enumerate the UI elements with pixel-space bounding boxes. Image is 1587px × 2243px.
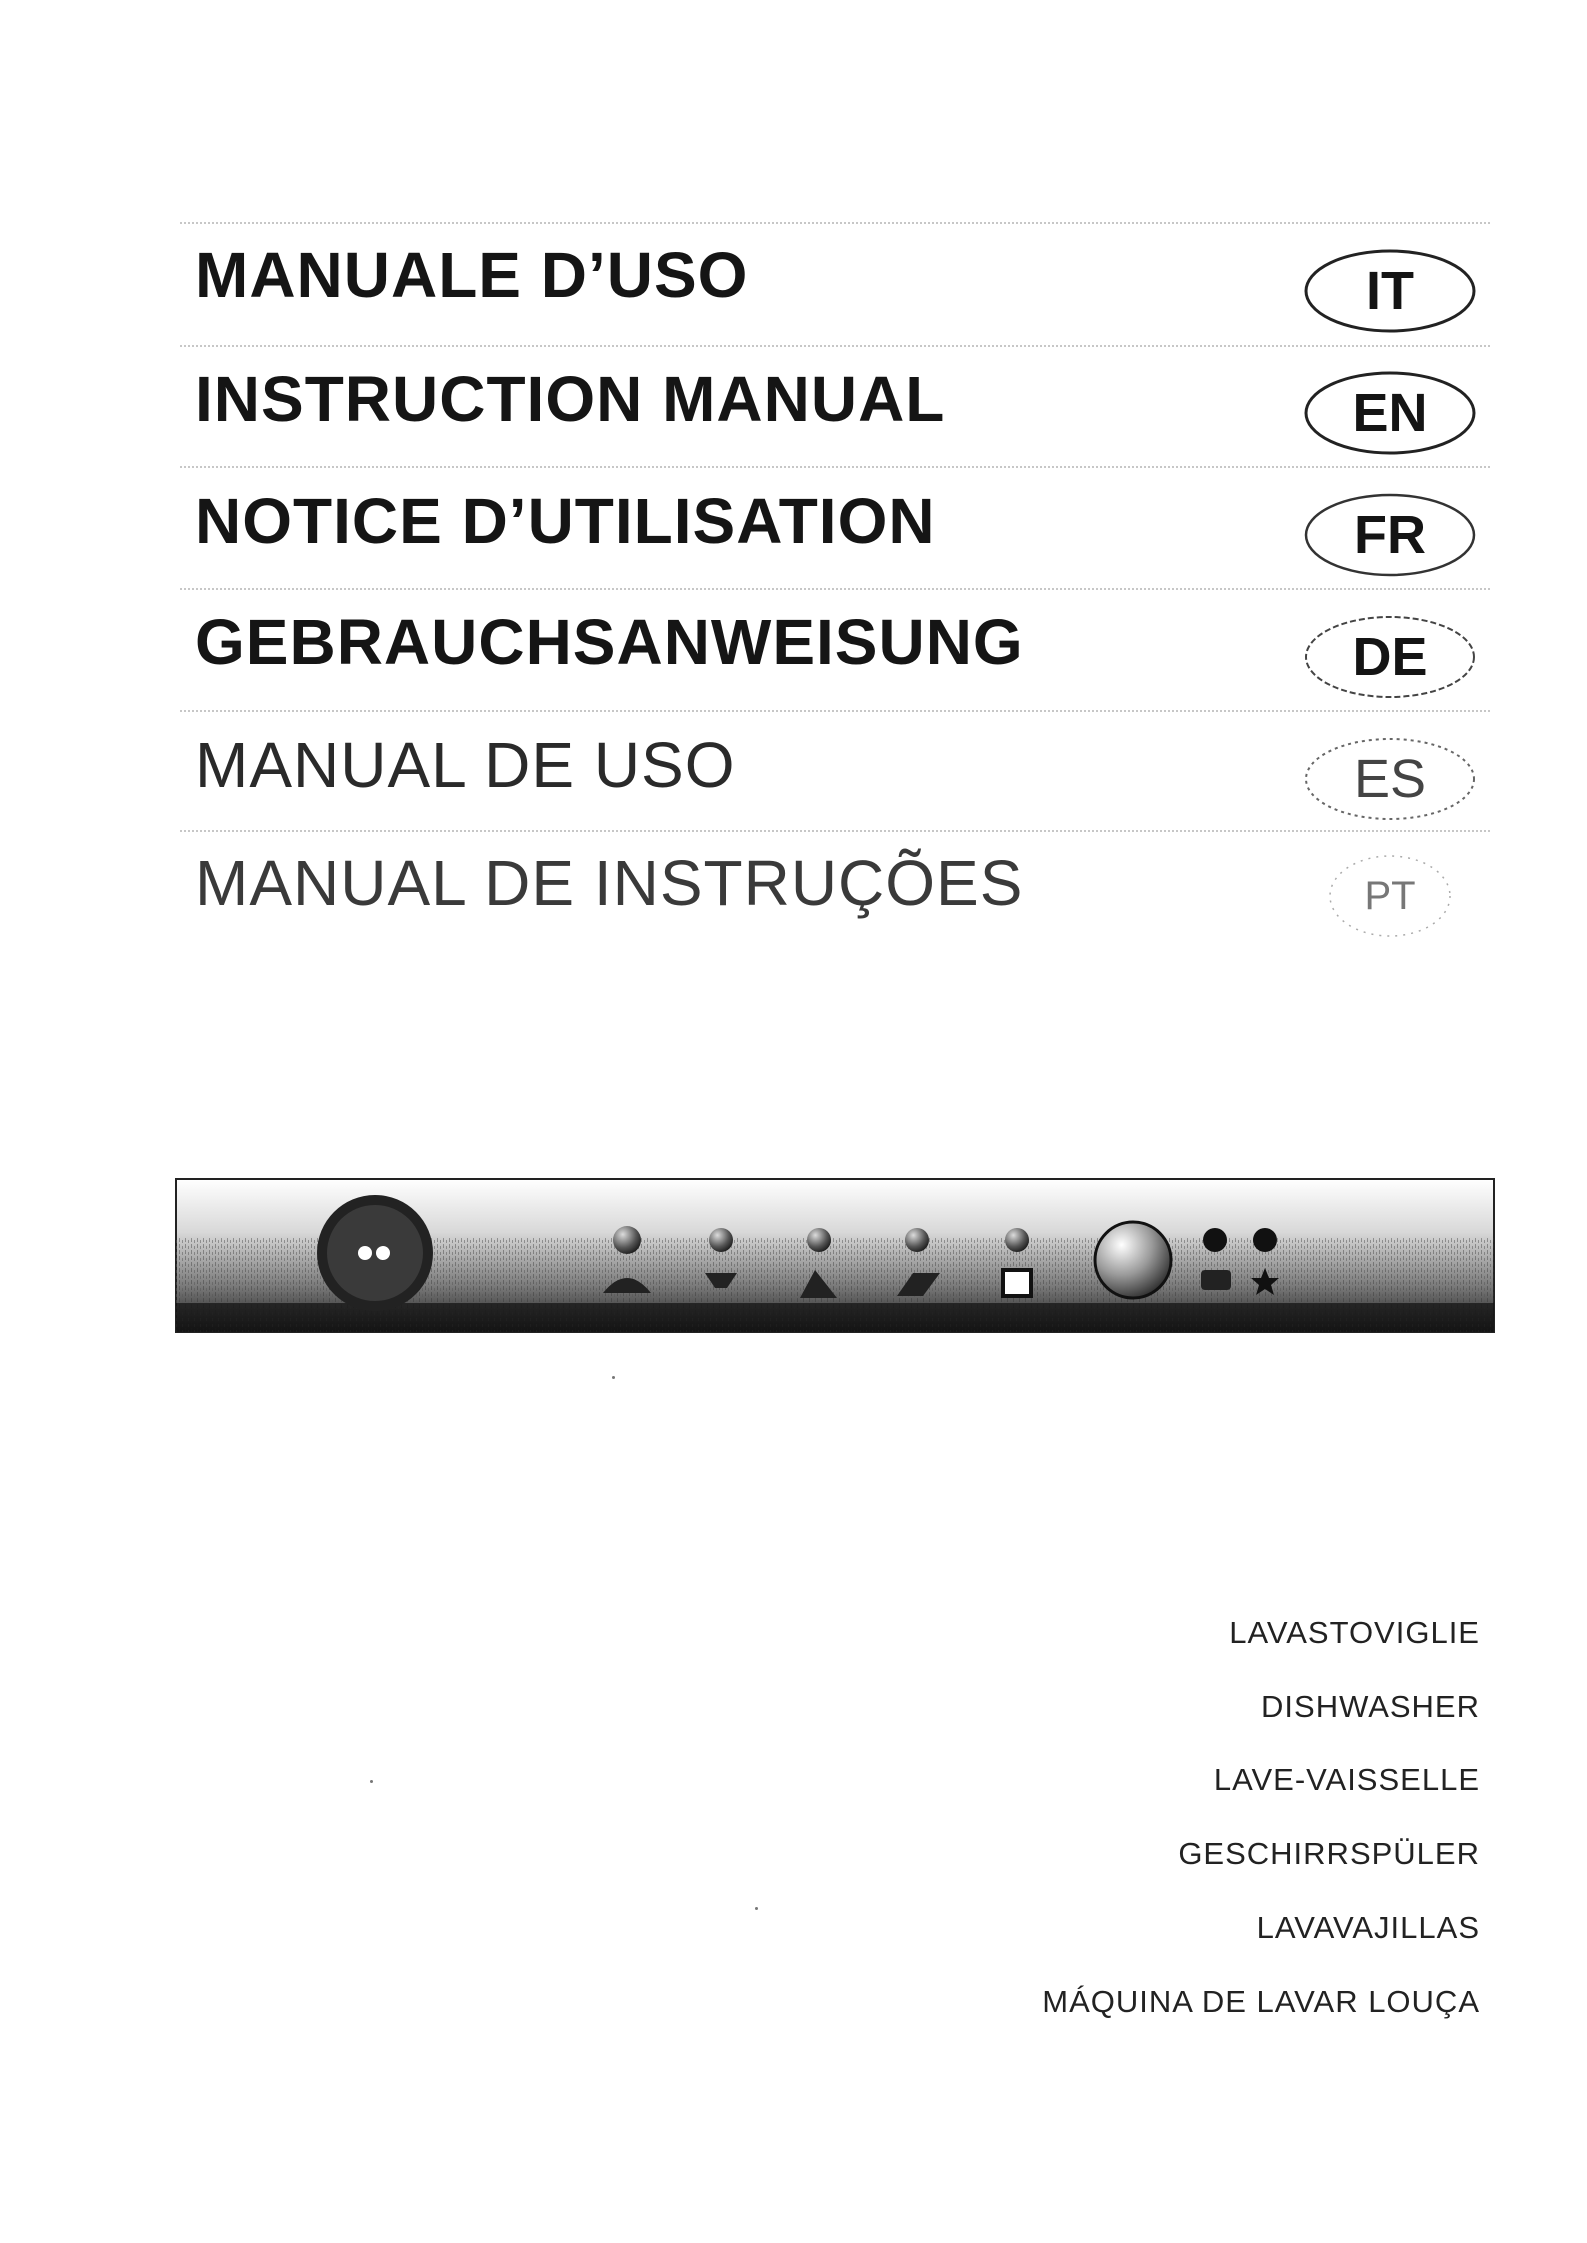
separator-line xyxy=(180,345,1490,347)
language-badge-pt xyxy=(1300,850,1480,942)
scan-speck xyxy=(612,1376,615,1379)
badge-label: FR xyxy=(1354,505,1426,565)
separator-line xyxy=(180,222,1490,224)
product-name-portuguese: MÁQUINA DE LAVAR LOUÇA xyxy=(1042,1984,1480,2019)
language-badge-fr xyxy=(1300,489,1480,581)
badge-label: ES xyxy=(1353,749,1427,809)
product-name-english: DISHWASHER xyxy=(1261,1689,1480,1724)
control-panel-illustration xyxy=(175,1178,1495,1333)
separator-line xyxy=(180,710,1490,712)
product-name-french: LAVE-VAISSELLE xyxy=(1213,1762,1480,1797)
language-badge-de xyxy=(1300,611,1480,703)
title-english: INSTRUCTION MANUAL xyxy=(195,363,946,435)
title-spanish: MANUAL DE USO xyxy=(195,729,736,801)
badge-label: DE xyxy=(1352,627,1428,687)
title-french: NOTICE D’UTILISATION xyxy=(195,485,936,557)
badge-label: EN xyxy=(1352,383,1428,443)
separator-line xyxy=(180,466,1490,468)
language-badge-es xyxy=(1300,733,1480,825)
title-german: GEBRAUCHSANWEISUNG xyxy=(195,606,1024,678)
language-badge-it xyxy=(1300,245,1480,337)
title-portuguese: MANUAL DE INSTRUÇÕES xyxy=(195,847,1024,919)
badge-label: PT xyxy=(1364,873,1416,918)
scan-speck xyxy=(370,1780,373,1783)
product-name-german: GESCHIRRSPÜLER xyxy=(1178,1836,1480,1871)
power-knob-icon xyxy=(317,1195,433,1311)
start-button-icon xyxy=(1095,1222,1171,1298)
language-badge-en xyxy=(1300,367,1480,459)
product-name-italian: LAVASTOVIGLIE xyxy=(1229,1615,1480,1650)
product-name-spanish: LAVAVAJILLAS xyxy=(1256,1910,1480,1945)
badge-label: IT xyxy=(1366,261,1414,321)
separator-line xyxy=(180,830,1490,832)
scan-speck xyxy=(755,1907,758,1910)
title-italian: MANUALE D’USO xyxy=(195,239,749,311)
separator-line xyxy=(180,588,1490,590)
